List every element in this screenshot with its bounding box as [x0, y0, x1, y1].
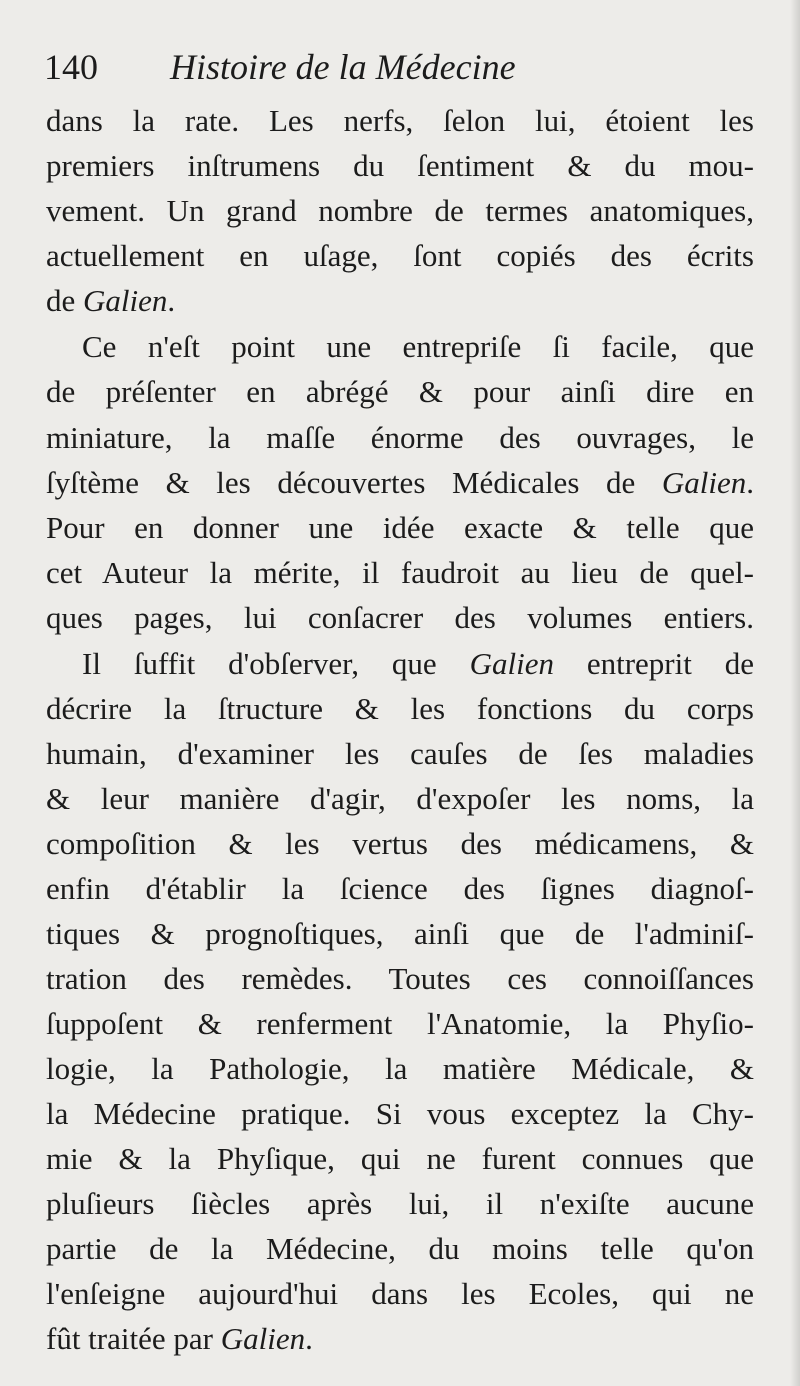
text-line: décrire la ſtructure & les fonctions du corps: [46, 691, 754, 726]
text-line: compoſition & les vertus des médicamens, &: [46, 826, 754, 861]
text-line: miniature, la maſſe énorme des ouvrages, le: [46, 420, 754, 455]
text-line: & leur manière d'agir, d'expoſer les noms, la: [46, 781, 754, 816]
text-line: fût traitée par Galien.: [46, 1321, 313, 1356]
text-line: la Médecine pratique. Si vous exceptez la Chy-: [46, 1096, 754, 1131]
page-header: [44, 42, 744, 92]
text-line: dans la rate. Les nerfs, ſelon lui, étoient les: [46, 103, 754, 138]
text-line: ques pages, lui conſacrer des volumes entiers.: [46, 600, 754, 635]
page-edge-shadow: [790, 0, 800, 1386]
author-name: Galien: [469, 646, 554, 681]
text-line: tration des remèdes. Toutes ces connoiſſances: [46, 961, 754, 996]
text-line: de Galien.: [46, 283, 176, 318]
text-line: Il ſuffit d'obſerver, que Galien entreprit de: [82, 646, 754, 681]
text-line: vement. Un grand nombre de termes anatomiques,: [46, 193, 754, 228]
text-line: premiers inſtrumens du ſentiment & du mou-: [46, 148, 754, 183]
author-name: Galien: [220, 1321, 306, 1356]
text-line: mie & la Phyſique, qui ne furent connues que: [46, 1141, 754, 1176]
author-name: Galien: [83, 283, 168, 318]
text-line: pluſieurs ſiècles après lui, il n'exiſte aucune: [46, 1186, 754, 1221]
author-name: Galien: [661, 465, 747, 500]
text-line: Pour en donner une idée exacte & telle que: [46, 510, 754, 545]
text-line: cet Auteur la mérite, il faudroit au lieu de quel-: [46, 555, 754, 590]
running-title: Histoire de la Médecine: [170, 47, 516, 87]
text-line: ſuppoſent & renferment l'Anatomie, la Phyſio-: [46, 1006, 754, 1041]
text-line: de préſenter en abrégé & pour ainſi dire en: [46, 374, 754, 409]
text-line: Ce n'eſt point une entrepriſe ſi facile, que: [82, 329, 754, 364]
text-line: actuellement en uſage, ſont copiés des écrits: [46, 238, 754, 273]
text-line: tiques & prognoſtiques, ainſi que de l'adminiſ-: [46, 916, 754, 951]
page-number: 140: [44, 47, 98, 87]
text-line: enfin d'établir la ſcience des ſignes diagnoſ-: [46, 871, 754, 906]
text-line: ſyſtème & les découvertes Médicales de Galien.: [46, 465, 754, 500]
text-line: humain, d'examiner les cauſes de ſes maladies: [46, 736, 754, 771]
text-line: l'enſeigne aujourd'hui dans les Ecoles, qui ne: [46, 1276, 754, 1311]
text-line: partie de la Médecine, du moins telle qu'on: [46, 1231, 754, 1266]
text-line: logie, la Pathologie, la matière Médicale, &: [46, 1051, 754, 1086]
